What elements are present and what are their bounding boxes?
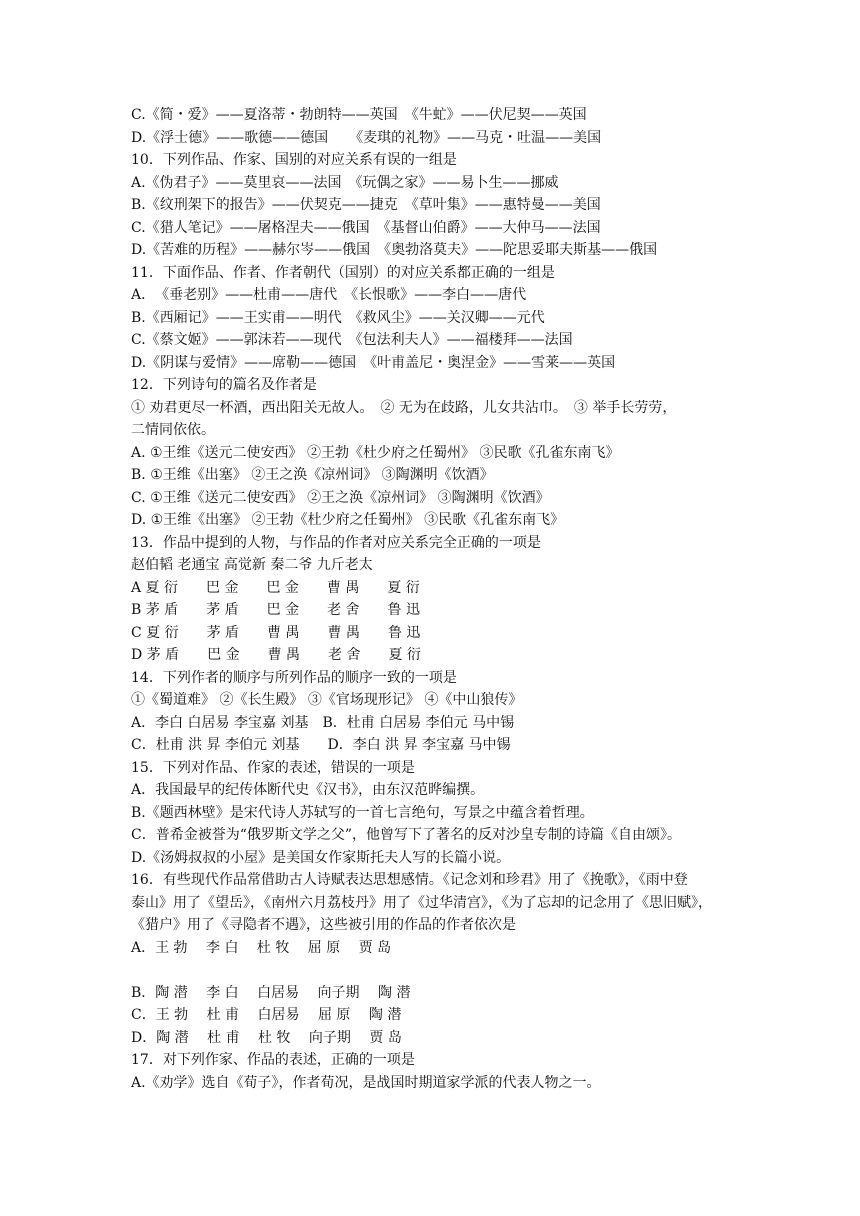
text-line: C.《蔡文姬》——郭沫若——现代 《包法利夫人》——福楼拜——法国 [131,332,573,348]
text-line: ① 劝君更尽一杯酒，西出阳关无故人。 ② 无为在歧路，儿女共沾巾。 ③ 举手长劳劳， [131,399,677,416]
text-line: 《猎户》用了《寻隐者不遇》，这些被引用的作品的作者依次是 [131,917,516,933]
text-line: D 茅 盾 巴 金 曹 禺 老 舍 夏 衍 [131,647,421,663]
text-line: 13．作品中提到的人物，与作品的作者对应关系完全正确的一项是 [131,534,541,551]
text-line: B.《西厢记》——王实甫——明代 《救风尘》——关汉卿——元代 [131,309,545,326]
text-line: 10．下列作品、作家、国别的对应关系有误的一组是 [131,152,457,168]
text-line: A.《劝学》选自《荀子》，作者荀况，是战国时期道家学派的代表人物之一。 [131,1074,601,1091]
text-line: ①《蜀道难》 ②《长生殿》 ③《官场现形记》 ④《中山狼传》 [131,692,523,708]
text-line: C.《猎人笔记》——屠格涅夫——俄国 《基督山伯爵》——大仲马——法国 [131,219,601,236]
text-line: C．普希金被誉为“俄罗斯文学之父”，他曾写下了著名的反对沙皇专制的诗篇《自由颂》。 [131,827,682,843]
text-line: D.《苦难的历程》——赫尔岑——俄国 《奥勃洛莫夫》——陀思妥耶夫斯基——俄国 [131,242,658,258]
text-line: B. ①王维《出塞》 ②王之涣《凉州词》 ③陶渊明《饮酒》 [131,467,494,483]
text-line: 泰山》用了《望岳》，《南州六月荔枝丹》用了《过华清宫》，《为了忘却的记念用了《思旧赋》， [131,894,712,911]
text-line: D.《汤姆叔叔的小屋》是美国女作家斯托夫人写的长篇小说。 [131,849,511,866]
text-line: B.《纹刑架下的报告》——伏契克——捷克 《草叶集》——惠特曼——美国 [131,197,601,213]
text-line: C 夏 衍 茅 盾 曹 禺 曹 禺 鲁 迅 [131,624,421,641]
text-line: A. ①王维《送元二使安西》 ②王勃《杜少府之任蜀州》 ③民歌《孔雀东南飞》 [131,444,620,461]
text-line: A． 《垂老别》——杜甫——唐代 《长恨歌》——李白——唐代 [131,287,527,303]
text-line: 11．下面作品、作者、作者朝代（国别）的对应关系都正确的一组是 [131,264,555,281]
text-line: 二情同依依。 [131,422,215,438]
text-line: C. ①王维《送元二使安西》 ②王之涣《凉州词》 ③陶渊明《饮酒》 [131,489,550,506]
text-line: 12．下列诗句的篇名及作者是 [131,377,317,393]
text-line: A．我国最早的纪传体断代史《汉书》，由东汉范晔编撰。 [131,782,485,798]
text-line: 17．对下列作家、作品的表述，正确的一项是 [131,1052,415,1068]
text-line: 15．下列对作品、作家的表述，错误的一项是 [131,759,415,776]
text-line: B.《题西林壁》是宋代诗人苏轼写的一首七言绝句，写景之中蕴含着哲理。 [131,804,594,821]
text-line: D.《阴谋与爱情》——席勒——德国 《叶甫盖尼・奥涅金》——雪莱——英国 [131,354,616,371]
text-line: A．王 勃 李 白 杜 牧 屈 原 贾 岛 [131,939,392,956]
text-line: A．李白 白居易 李宝嘉 刘基 B．杜甫 白居易 李伯元 马中锡 [131,714,515,731]
text-line: A.《伪君子》——莫里哀——法国 《玩偶之家》——易卜生——挪威 [131,174,559,191]
text-line: D．陶 潜 杜 甫 杜 牧 向子期 贾 岛 [131,1029,402,1046]
text-line: D.《浮士德》——歌德——德国 《麦琪的礼物》——马克・吐温——美国 [131,129,602,146]
text-line: C.《简・爱》——夏洛蒂・勃朗特——英国 《牛虻》——伏尼契——英国 [131,107,587,123]
text-line: 14．下列作者的顺序与所列作品的顺序一致的一项是 [131,669,457,686]
text-line: C．王 勃 杜 甫 白居易 屈 原 陶 潜 [131,1007,402,1023]
text-line: 16．有些现代作品常借助古人诗赋表达思想感情。《记念刘和珍君》用了《挽歌》，《雨中登 [131,872,688,888]
text-line: C．杜甫 洪 昇 李伯元 刘基 D．李白 洪 昇 李宝嘉 马中锡 [131,737,511,753]
text-line: B 茅 盾 茅 盾 巴 金 老 舍 鲁 迅 [131,602,420,618]
text-line: B．陶 潜 李 白 白居易 向子期 陶 潜 [131,984,411,1001]
text-line: A 夏 衍 巴 金 巴 金 曹 禺 夏 衍 [131,579,420,596]
text-line: 赵伯韬 老通宝 高觉新 秦二爷 九斤老太 [131,557,373,573]
text-line: D. ①王维《出塞》 ②王勃《杜少府之任蜀州》 ③民歌《孔雀东南飞》 [131,512,565,528]
